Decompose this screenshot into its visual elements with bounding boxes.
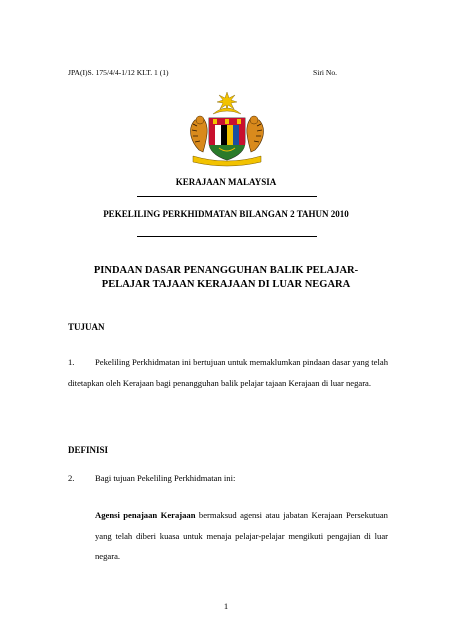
siri-number-label: Siri No. [313,68,338,77]
government-heading: KERAJAAN MALAYSIA [175,177,277,187]
definition-term: Agensi penajaan Kerajaan [95,510,196,520]
paragraph-1 [68,352,388,393]
paragraph-number: 1. [68,357,75,367]
divider-line [137,196,317,197]
malaysia-crest-icon [173,90,281,170]
section-heading-tujuan: TUJUAN [68,322,105,332]
paragraph-text: Pekeliling Perkhidmatan ini bertujuan untuk memaklumkan pindaan dasar yang telah ditetapkan oleh Kerajaan bagi penangguhan balik pelajar tajaan Kerajaan di luar negara. [68,357,388,388]
document-reference: JPA(I)S. 175/4/4-1/12 KLT. 1 (1) [68,68,169,77]
title-line: PELAJAR TAJAAN KERAJAAN DI LUAR NEGARA [101,278,351,290]
paragraph-text: Bagi tujuan Pekeliling Perkhidmatan ini: [95,473,236,483]
definition-text: bermaksud agensi atau jabatan Kerajaan Persekutuan yang telah diberi kuasa untuk menaja pelajar-pelajar mengikuti pengajian di luar negara. [95,510,388,561]
divider-line [137,236,317,237]
paragraph-2 [68,473,235,483]
circular-number: PEKELILING PERKHIDMATAN BILANGAN 2 TAHUN 2010 [103,209,349,219]
section-heading-definisi: DEFINISI [68,445,109,455]
title-line: PINDAAN DASAR PENANGGUHAN BALIK PELAJAR- [93,265,359,276]
definition-entry [95,505,388,567]
document-title [0,264,452,291]
paragraph-number: 2. [68,473,75,483]
page-number: 1 [223,601,229,611]
